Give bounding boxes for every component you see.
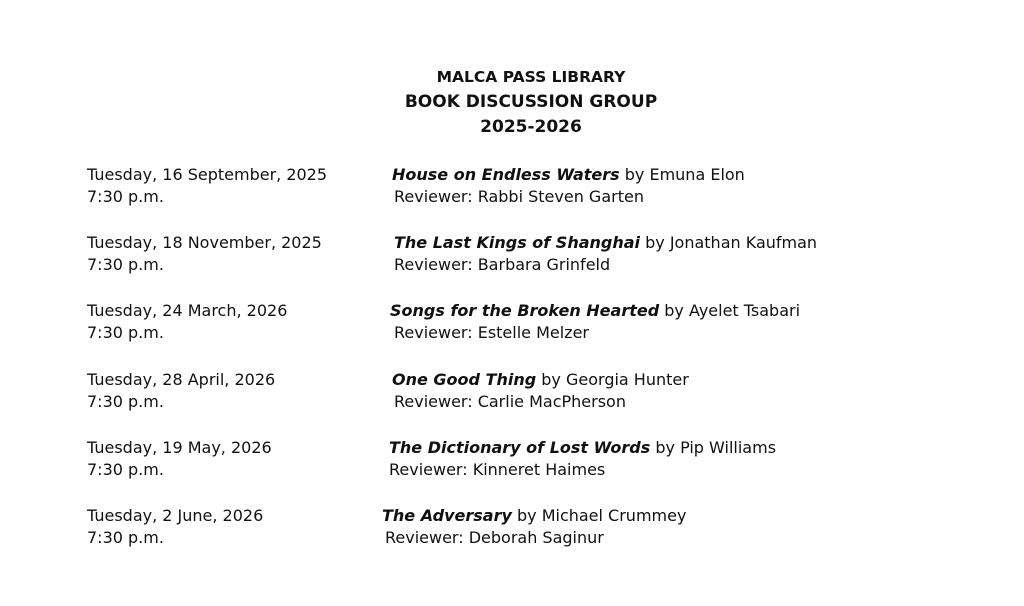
book-line	[392, 164, 745, 186]
book-line	[390, 300, 800, 322]
book-line	[394, 232, 817, 254]
meeting-date: Tuesday, 2 June, 2026	[87, 506, 264, 525]
reviewer-line: Reviewer: Estelle Melzer	[394, 323, 589, 342]
meeting-time: 7:30 p.m.	[87, 392, 164, 411]
book-title: The Last Kings of Shanghai	[394, 233, 641, 252]
schedule-entry	[0, 232, 1024, 278]
book-title: One Good Thing	[392, 370, 537, 389]
book-title: House on Endless Waters	[392, 165, 620, 184]
reviewer-line: Reviewer: Rabbi Steven Garten	[394, 187, 644, 206]
meeting-date: Tuesday, 24 March, 2026	[87, 301, 288, 320]
meeting-time: 7:30 p.m.	[87, 528, 164, 547]
schedule-entry	[0, 300, 1024, 346]
reviewer-line: Reviewer: Carlie MacPherson	[394, 392, 626, 411]
book-title: The Adversary	[382, 506, 512, 525]
schedule-entry	[0, 437, 1024, 483]
reviewer-line: Reviewer: Deborah Saginur	[385, 528, 604, 547]
book-title: The Dictionary of Lost Words	[389, 438, 651, 457]
meeting-date: Tuesday, 19 May, 2026	[87, 438, 272, 457]
meeting-time: 7:30 p.m.	[87, 187, 164, 206]
document-title: BOOK DISCUSSION GROUP	[404, 92, 658, 112]
reviewer-line: Reviewer: Barbara Grinfeld	[394, 255, 611, 274]
book-author: by Pip Williams	[650, 438, 777, 457]
meeting-time: 7:30 p.m.	[87, 255, 164, 274]
schedule-entry	[0, 369, 1024, 415]
meeting-time: 7:30 p.m.	[87, 323, 164, 342]
book-author: by Jonathan Kaufman	[640, 233, 818, 252]
reviewer-line: Reviewer: Kinneret Haimes	[389, 460, 606, 479]
book-line	[392, 369, 689, 391]
schedule-entry	[0, 505, 1024, 551]
meeting-date: Tuesday, 18 November, 2025	[87, 233, 322, 252]
meeting-time: 7:30 p.m.	[87, 460, 164, 479]
book-line	[389, 437, 776, 459]
book-author: by Georgia Hunter	[536, 370, 689, 389]
meeting-date: Tuesday, 16 September, 2025	[87, 165, 328, 184]
meeting-date: Tuesday, 28 April, 2026	[87, 370, 276, 389]
book-author: by Emuna Elon	[619, 165, 745, 184]
schedule-entry	[0, 164, 1024, 210]
book-author: by Michael Crummey	[511, 506, 687, 525]
library-name: MALCA PASS LIBRARY	[436, 68, 626, 86]
book-author: by Ayelet Tsabari	[659, 301, 801, 320]
book-title: Songs for the Broken Hearted	[390, 301, 660, 320]
season-years: 2025-2026	[480, 117, 582, 137]
book-line	[382, 505, 686, 527]
